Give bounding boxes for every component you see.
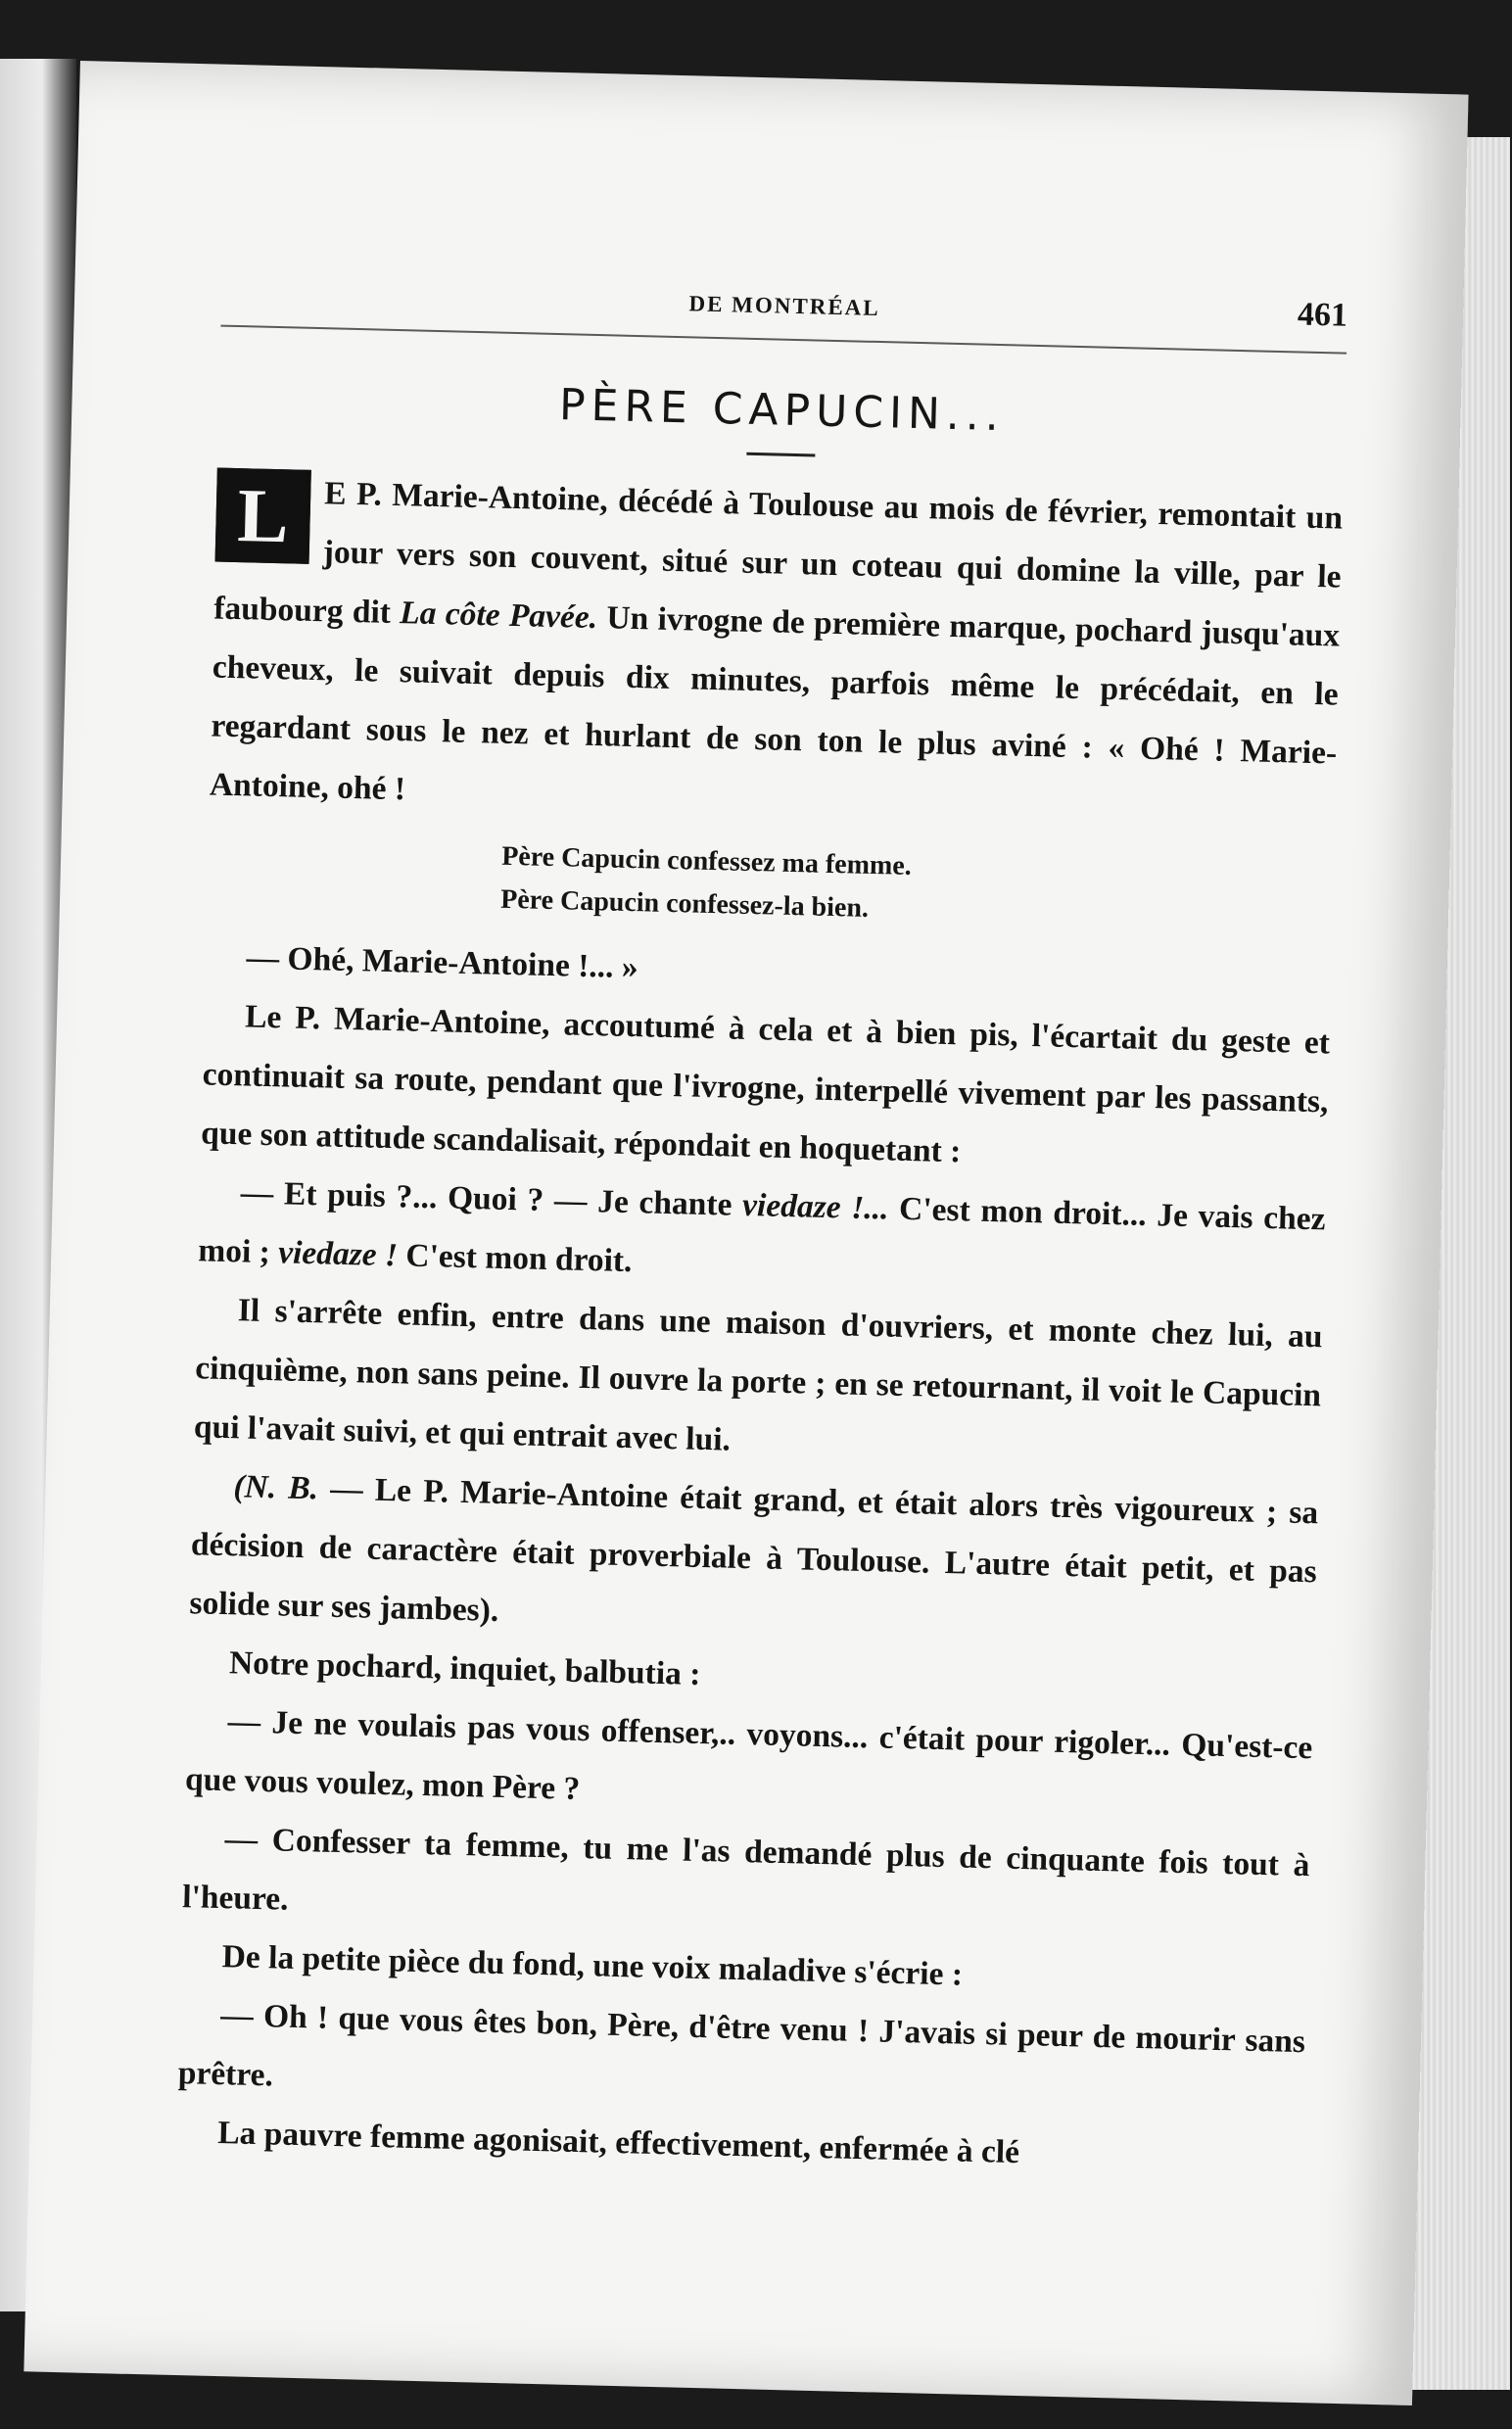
p1-text: E P. Marie-Antoine, décédé à Toulouse au mois de février, remontait un jour vers son couvent, situé sur un coteau qui domine la ville, par le faubourg dit xyxy=(213,475,1344,632)
book-page xyxy=(24,61,1468,2405)
running-head-title: DE MONTRÉAL xyxy=(688,291,880,321)
body-text xyxy=(176,462,1344,2190)
song-verse xyxy=(500,835,1335,942)
paragraph-2: — Ohé, Marie-Antoine !... » xyxy=(246,939,639,986)
page-number: 461 xyxy=(1297,296,1348,334)
paragraph-5: Il s'arrête enfin, entre dans une maison d'ouvriers, et monte chez lui, au cinquième, non sans peine. Il ouvre la porte ; en se retournant, il voit le Capucin qui l'avait suivi, et qui entrait avec lui. xyxy=(193,1292,1323,1458)
p4-c: C'est mon droit. xyxy=(397,1237,633,1280)
section-title: PÈRE CAPUCIN... xyxy=(558,380,1006,442)
verse-line-2: Père Capucin confessez-la bien. xyxy=(499,883,870,924)
paragraph-1 xyxy=(209,462,1343,842)
p6-italic: (N. B. xyxy=(233,1468,319,1507)
paragraph-8: — Je ne voulais pas vous offenser,.. voyons... c'était pour rigoler... Qu'est-ce que vous voulez, mon Père ? xyxy=(184,1703,1313,1807)
title-rule xyxy=(746,452,815,457)
p1-italic: La côte Pavée. xyxy=(399,595,598,637)
paragraph-10: De la petite pièce du fond, une voix maladive s'écrie : xyxy=(221,1938,964,1993)
verse-line-1: Père Capucin confessez ma femme. xyxy=(500,840,913,881)
p4-italic-2: viedaze ! xyxy=(277,1234,399,1274)
paragraph-11: — Oh ! que vous êtes bon, Père, d'être venu ! J'avais si peur de mourir sans prêtre. xyxy=(177,1997,1306,2094)
paragraph-3: Le P. Marie-Antoine, accoutumé à cela et à bien pis, l'écartait du geste et continuait sa route, pendant que l'ivrogne, interpellé vivement par les passants, que son attitude scandalisait, répondait en hoquetant : xyxy=(200,998,1331,1170)
p4-a: — Et puis ?... Quoi ? — Je chante xyxy=(240,1174,743,1223)
p6-rest: — Le P. Marie-Antoine était grand, et était alors très vigoureux ; sa décision de caractère était proverbiale à Toulouse. L'autre était petit, et pas solide sur ses jambes). xyxy=(189,1470,1319,1629)
p4-b: C'est mon droit... Je vais chez moi ; xyxy=(197,1190,1326,1271)
page-content xyxy=(176,270,1348,2190)
paragraph-9: — Confesser ta femme, tu me l'as demandé plus de cinquante fois tout à l'heure. xyxy=(181,1821,1310,1918)
dropcap-ornament: L xyxy=(215,468,311,564)
paragraph-6 xyxy=(189,1456,1319,1660)
paragraph-7: Notre pochard, inquiet, balbutia : xyxy=(228,1644,701,1692)
p1-rest: Un ivrogne de première marque, pochard jusqu'aux cheveux, le suivait depuis dix minutes, parfois même le précédait, en le regardant sous le nez et hurlant de son ton le plus aviné : « Ohé ! Marie-Antoine, ohé ! xyxy=(209,599,1341,808)
paragraph-12: La pauvre femme agonisait, effectivement, enfermée à clé xyxy=(216,2115,1020,2171)
running-head xyxy=(220,270,1347,355)
p4-italic-1: viedaze !... xyxy=(741,1186,889,1227)
